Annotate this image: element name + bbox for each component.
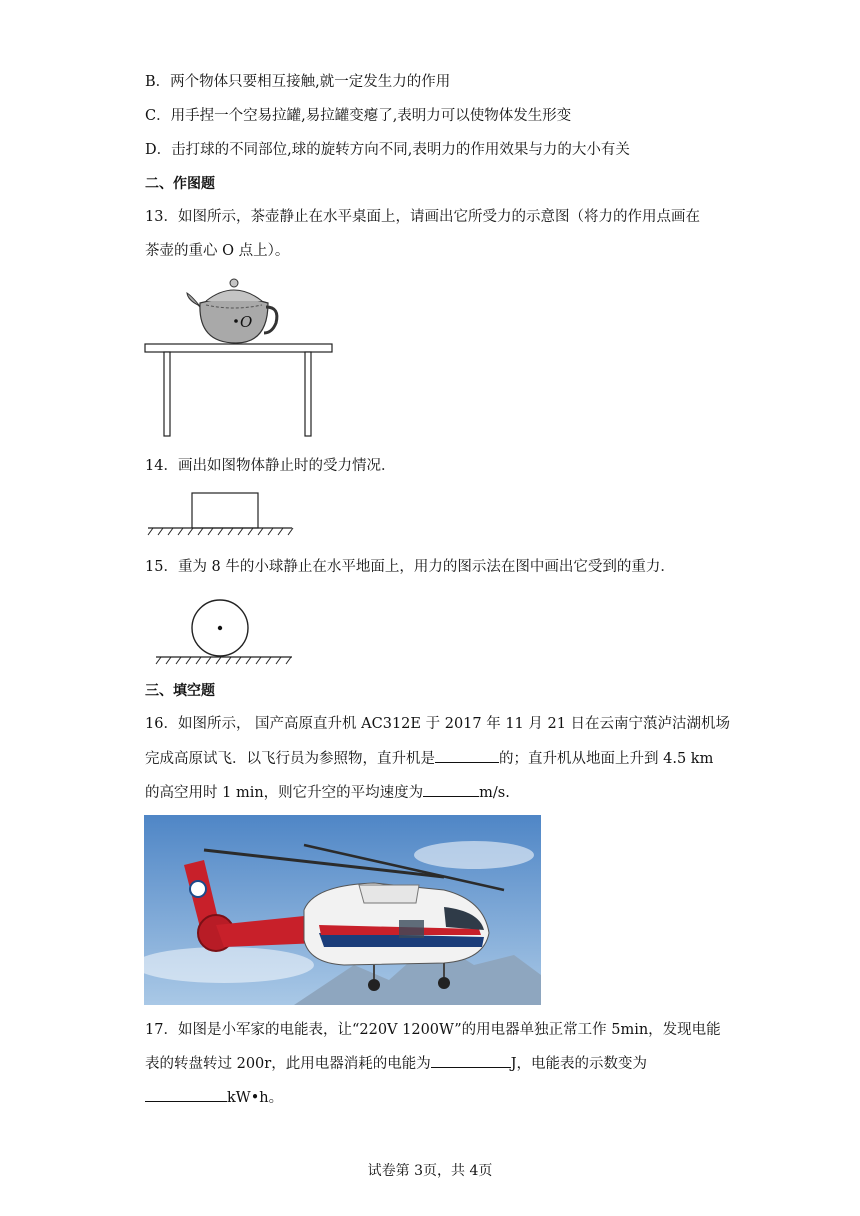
helicopter-photo	[144, 815, 541, 1005]
center-of-gravity-label: O	[240, 313, 253, 331]
table-leg-right	[305, 352, 311, 436]
ball-center-dot	[218, 626, 222, 630]
q17-blank-1[interactable]	[431, 1053, 511, 1068]
ground-hatching-2	[156, 657, 291, 664]
q16-line2-a: 完成高原试飞．以飞行员为参照物，直升机是	[145, 751, 435, 767]
option-c: C．用手捏一个空易拉罐,易拉罐变瘪了,表明力可以使物体发生形变	[145, 108, 572, 124]
q17-line2-b: J，电能表的示数变为	[510, 1056, 648, 1072]
q13-line1: 13．如图所示，茶壶静止在水平桌面上，请画出它所受力的示意图（将力的作用点画在	[145, 209, 700, 225]
teapot	[187, 279, 277, 343]
q17-line2-a: 表的转盘转过 200r，此用电器消耗的电能为	[145, 1056, 431, 1072]
block-ground-figure	[145, 488, 295, 536]
section-drawing: 二、作图题	[145, 176, 215, 192]
block	[192, 493, 258, 528]
q16-blank-2[interactable]	[423, 782, 479, 797]
q17-blank-2[interactable]	[145, 1087, 227, 1102]
q16-line2-b: 的；直升机从地面上升到 4.5 km	[499, 751, 714, 767]
q15-line1: 15．重为 8 牛的小球静止在水平地面上，用力的图示法在图中画出它受到的重力．	[145, 559, 675, 575]
q17-line2	[145, 1053, 647, 1074]
q14-line1: 14．画出如图物体静止时的受力情况．	[145, 458, 396, 474]
cloud	[414, 841, 534, 869]
option-b: B．两个物体只要相互接触,就一定发生力的作用	[145, 74, 451, 90]
q16-line3-a: 的高空用时 1 min，则它升空的平均速度为	[145, 785, 424, 801]
option-d: D．击打球的不同部位,球的旋转方向不同,表明力的作用效果与力的大小有关	[145, 142, 630, 158]
q16-line3	[145, 782, 510, 803]
ground-hatching	[148, 528, 293, 535]
q17-line3	[145, 1087, 283, 1108]
section-fill: 三、填空题	[145, 683, 215, 699]
teapot-table-figure	[140, 275, 340, 440]
q16-line3-b: m/s.	[479, 785, 510, 801]
q16-line2	[145, 748, 713, 769]
q17-line1: 17．如图是小军家的电能表，让“220V 1200W”的用电器单独正常工作 5min，发现电能	[145, 1022, 721, 1038]
q13-line2: 茶壶的重心 O 点上）。	[145, 243, 290, 259]
page-footer: 试卷第 3页，共 4页	[367, 1163, 493, 1179]
q16-line1: 16．如图所示， 国产高原直升机 AC312E 于 2017 年 11 月 21 日在云南宁蒗泸沽湖机场	[145, 716, 731, 732]
q17-line3-b: kW•h。	[227, 1090, 284, 1106]
table-leg-left	[164, 352, 170, 436]
table-top	[145, 344, 332, 352]
ball-ground-figure	[152, 598, 297, 668]
q16-blank-1[interactable]	[435, 748, 499, 763]
